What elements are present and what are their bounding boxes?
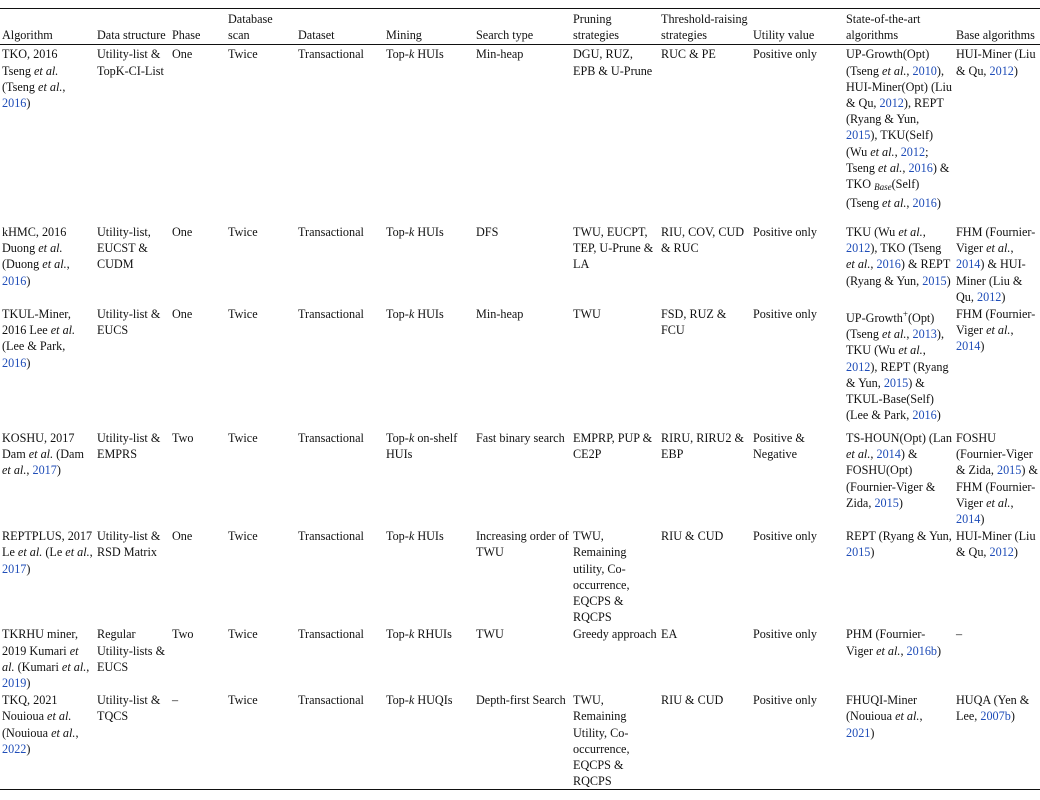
cite-close: ) [26, 355, 31, 370]
sota-cell [844, 305, 954, 429]
mining-text: HUQIs [414, 693, 453, 708]
phase-cell: Two [172, 430, 194, 445]
cite-year-link[interactable]: 2016 [912, 196, 937, 211]
author-etal: et al. [38, 241, 63, 256]
mining-text: RHUIs [414, 627, 452, 642]
sota-subscript: Base [874, 182, 892, 193]
base-text: HUI-Miner (Liu & Qu, [956, 529, 1036, 560]
base-sep: , [1010, 323, 1014, 338]
mining-text: Top- [386, 627, 409, 642]
sota-text: ) & REPT (Ryang & Yun, [846, 257, 951, 288]
author-etal: et al. [50, 323, 76, 338]
base-text: – [956, 627, 963, 642]
sota-etal: et al. [895, 709, 920, 724]
author: Tseng [2, 63, 34, 78]
sota-sep: , [906, 63, 913, 78]
scan-cell: Twice [228, 306, 258, 321]
sota-text: UP-Growth(Opt) (Tseng [846, 47, 930, 78]
cite-year-link[interactable]: 2012 [989, 545, 1014, 560]
threshold-cell: EA [661, 627, 678, 642]
data-structure-cell: Utility-list & RSD Matrix [97, 529, 161, 560]
scan-cell: Twice [228, 224, 258, 239]
cite-year-link[interactable]: 2014 [956, 339, 981, 354]
cite-close: ) [26, 741, 31, 756]
header-database-scan: Database scan [228, 12, 273, 43]
dataset-cell: Transactional [298, 47, 364, 62]
author-etal: et al. [28, 447, 54, 462]
comparison-table [0, 8, 1040, 790]
cite-year-link[interactable]: 2021 [846, 725, 871, 740]
sota-text: ), REPT (Ryang & Yun, [846, 359, 949, 390]
scan-cell: Twice [228, 47, 258, 62]
mining-text: Top- [386, 430, 409, 445]
cite-year-link[interactable]: 2017 [2, 561, 27, 576]
mining-text: HUIs [414, 306, 444, 321]
sota-etal: et al. [876, 643, 901, 658]
sota-etal: et al. [846, 447, 871, 462]
sota-etal: et al. [877, 160, 903, 175]
mining-cell [384, 625, 474, 691]
base-text: HUQA (Yen & Lee, [956, 693, 1030, 724]
author-etal: et al. [47, 709, 72, 724]
threshold-cell: RUC & PE [661, 47, 716, 62]
data-structure-cell: Regular Utility-lists & EUCS [97, 627, 166, 674]
sota-sep: , [922, 224, 926, 239]
base-text: ) [1013, 545, 1018, 560]
base-text: FHM (Fournier-Viger [956, 306, 1036, 338]
algorithm-name: TKRHU miner, 2019 Kumari [2, 627, 79, 658]
sota-etal: et al. [846, 257, 871, 272]
cite-year-link[interactable]: 2013 [912, 327, 937, 342]
threshold-cell: FSD, RUZ & FCU [661, 306, 727, 338]
sota-cell [844, 691, 954, 790]
cite-year-link[interactable]: 2015 [846, 128, 871, 143]
base-cell [954, 223, 1040, 305]
search-cell: Depth-first Search [476, 693, 566, 708]
sota-sep: , [870, 257, 877, 272]
base-text: HUI-Miner (Liu & Qu, [956, 47, 1036, 78]
base-sep: , [1010, 241, 1014, 256]
cite-text: (Lee & Park, [2, 339, 66, 354]
sota-etal: et al. [898, 224, 923, 239]
cite-close: ) [26, 561, 31, 576]
mining-k: k [408, 529, 415, 544]
sota-sep: , [906, 196, 913, 211]
cite-year-link[interactable]: 2015 [883, 375, 909, 390]
cite-year-link[interactable]: 2012 [846, 359, 871, 374]
cite-year-link[interactable]: 2016 [2, 355, 27, 370]
base-text: ) & HUI-Miner (Liu & Qu, [956, 257, 1026, 304]
sota-text: ), [870, 128, 878, 143]
cite-etal: et al. [2, 463, 27, 478]
base-etal: et al. [986, 495, 1011, 510]
pruning-cell: EMPRP, PUP & CE2P [573, 430, 653, 462]
algorithm-name: TKO, 2016 [2, 47, 58, 62]
table-row [0, 223, 1040, 305]
table-header-row [0, 9, 1040, 45]
header-utility: Utility value [753, 28, 815, 43]
sota-text: PHM (Fournier-Viger [846, 627, 926, 658]
sota-text: REPT (Ryang & Yun, [846, 96, 944, 127]
base-text: ) [1010, 709, 1015, 724]
cite-year-link[interactable]: 2017 [32, 463, 57, 478]
dataset-cell: Transactional [298, 306, 364, 321]
sota-text: HUI-Miner(Opt) (Liu & Qu, [846, 79, 952, 111]
cite-etal: et al. [42, 257, 67, 272]
dataset-cell: Transactional [298, 529, 364, 544]
dataset-cell: Transactional [298, 627, 364, 642]
search-cell: Min-heap [476, 47, 524, 62]
algorithm-name: REPTPLUS, 2017 Le [2, 529, 93, 560]
sota-cell [844, 429, 954, 527]
sota-text: ) [936, 408, 941, 423]
cite-text: (Nouioua [2, 725, 52, 740]
sota-text: ), [936, 63, 944, 78]
cite-year-link[interactable]: 2010 [912, 63, 937, 78]
mining-text: on-shelf HUIs [386, 430, 458, 462]
sota-text: TKU (Wu [846, 343, 899, 358]
search-cell: Fast binary search [476, 430, 565, 445]
table-row [0, 429, 1040, 527]
phase-cell: One [172, 529, 193, 544]
table-row [0, 45, 1040, 223]
phase-cell: One [172, 306, 193, 321]
table-row [0, 527, 1040, 625]
cite-etal: et al. [61, 659, 87, 674]
cite-year-link[interactable]: 2016 [876, 257, 901, 272]
sota-sep: , [870, 447, 877, 462]
cite-sep: , [26, 463, 33, 478]
cite-close: ) [26, 675, 31, 690]
cite-year-link[interactable]: 2015 [996, 463, 1022, 478]
cite-year-link[interactable]: 2016 [908, 160, 933, 175]
author-etal: et al. [17, 545, 43, 560]
utility-cell: Positive & Negative [753, 430, 805, 462]
table-row [0, 691, 1040, 790]
table-row [0, 625, 1040, 691]
data-structure-cell: Utility-list, EUCST & CUDM [97, 224, 151, 272]
dataset-cell: Transactional [298, 693, 364, 708]
mining-text: Top- [386, 224, 409, 239]
sota-sep: , [919, 709, 923, 724]
pruning-cell: TWU, Remaining utility, Co-occurrence, EQCPS & RQCPS [573, 529, 630, 625]
cite-year-link[interactable]: 2012 [977, 289, 1002, 304]
base-text: ) [1001, 289, 1006, 304]
pruning-cell: TWU [573, 306, 601, 321]
mining-text: HUIs [414, 224, 444, 239]
base-text: FOSHU (Fournier-Viger & Zida, [956, 430, 1033, 478]
mining-cell [384, 527, 474, 625]
pruning-cell: Greedy approach [573, 627, 657, 642]
threshold-cell: RIU, COV, CUD & RUC [661, 224, 745, 256]
sota-text: ), [903, 96, 911, 111]
utility-cell: Positive only [753, 306, 817, 321]
threshold-cell: RIU & CUD [661, 529, 724, 544]
header-data-structure: Data structure [97, 28, 166, 43]
cite-text: (Kumari [14, 659, 62, 674]
sota-cell [844, 527, 954, 625]
cite-sep: , [89, 545, 93, 560]
sota-text: (Self) (Tseng [846, 177, 920, 211]
dataset-cell: Transactional [298, 224, 364, 239]
base-cell [954, 45, 1040, 223]
cite-etal: et al. [51, 725, 76, 740]
phase-cell: One [172, 224, 193, 239]
algorithm-name: KOSHU, 2017 Dam [2, 430, 75, 462]
algorithm-cell [0, 45, 95, 223]
sota-text: ) & FOSHU(Opt) (Fournier-Viger & Zida, [846, 447, 936, 510]
sota-text: ) & TKO [846, 160, 950, 192]
sota-text: UP-Growth [846, 310, 903, 325]
pruning-cell: DGU, RUZ, EPB & U-Prune [573, 47, 653, 78]
base-cell [954, 305, 1040, 429]
algorithm-cell [0, 625, 95, 691]
header-sota: State-of-the-art algorithms [846, 12, 921, 43]
header-base: Base algorithms [956, 28, 1035, 43]
base-text: ) [1013, 63, 1018, 78]
sota-sep: , [902, 160, 909, 175]
sota-text: ) [870, 545, 875, 560]
header-mining: Mining [386, 28, 422, 43]
cite-year-link[interactable]: 2014 [876, 447, 901, 462]
mining-cell [384, 305, 474, 429]
header-search-type: Search type [476, 28, 534, 43]
header-pruning: Pruning strategies [573, 12, 620, 43]
utility-cell: Positive only [753, 529, 817, 544]
phase-cell: One [172, 47, 193, 62]
data-structure-cell: Utility-list & TopK-CI-List [97, 47, 164, 78]
sota-text: ) [898, 495, 903, 510]
phase-cell: Two [172, 627, 194, 642]
mining-text: HUIs [414, 529, 444, 544]
mining-cell [384, 45, 474, 223]
base-cell [954, 429, 1040, 527]
sota-text: TKU(Self) (Wu [846, 128, 934, 159]
author-etal: et al. [33, 63, 59, 78]
sota-text: REPT (Ryang & Yun, [846, 529, 952, 544]
cite-sep: , [75, 725, 79, 740]
cite-close: ) [26, 273, 31, 288]
utility-cell: Positive only [753, 627, 817, 642]
algorithm-cell [0, 223, 95, 305]
scan-cell: Twice [228, 693, 258, 708]
header-phase: Phase [172, 28, 201, 43]
search-cell: Min-heap [476, 306, 524, 321]
sota-text: ) & TKUL-Base(Self) (Lee & Park, [846, 375, 934, 423]
cite-year-link[interactable]: 2014 [956, 257, 981, 272]
cite-text: (Duong [2, 257, 43, 272]
utility-cell: Positive only [753, 224, 817, 239]
sota-cell [844, 625, 954, 691]
cite-year-link[interactable]: 2012 [846, 241, 871, 256]
mining-k: k [408, 47, 415, 62]
cite-sep: , [62, 79, 66, 94]
cite-year-link[interactable]: 2015 [846, 545, 871, 560]
cite-etal: et al. [65, 545, 90, 560]
mining-cell [384, 223, 474, 305]
sota-sep: , [900, 643, 907, 658]
mining-k: k [408, 306, 415, 321]
sota-etal: et al. [882, 196, 907, 211]
base-cell [954, 691, 1040, 790]
mining-text: HUIs [414, 47, 444, 62]
base-text: ) & FHM (Fournier-Viger [956, 463, 1038, 510]
mining-k: k [408, 627, 415, 642]
algorithm-name: kHMC, 2016 [2, 224, 67, 239]
cite-year-link[interactable]: 2014 [956, 511, 981, 526]
cite-text: (Tseng [2, 79, 39, 94]
base-cell [954, 625, 1040, 691]
base-sep: , [1010, 495, 1014, 510]
data-structure-cell: Utility-list & EMPRS [97, 430, 161, 462]
sota-cell [844, 223, 954, 305]
cite-close: ) [26, 96, 31, 111]
cite-sep: , [86, 659, 90, 674]
mining-text: Top- [386, 529, 409, 544]
sota-superscript: + [902, 308, 908, 319]
cite-year-link[interactable]: 2016 [912, 408, 937, 423]
mining-k: k [408, 430, 415, 445]
phase-cell: – [172, 693, 179, 708]
sota-etal: et al. [870, 144, 895, 159]
mining-cell [384, 691, 474, 790]
mining-k: k [408, 224, 415, 239]
mining-k: k [408, 693, 415, 708]
dataset-cell: Transactional [298, 430, 364, 445]
mining-text: Top- [386, 47, 409, 62]
algorithm-cell [0, 527, 95, 625]
cite-text: (Dam [53, 447, 84, 462]
cite-year-link[interactable]: 2012 [900, 144, 926, 159]
algorithm-name: TKUL-Miner, 2016 Lee [2, 306, 71, 338]
algorithm-cell [0, 691, 95, 790]
sota-sep: , [894, 144, 901, 159]
sota-etal: et al. [882, 63, 907, 78]
utility-cell: Positive only [753, 47, 817, 62]
sota-text: ) [937, 643, 942, 658]
pruning-cell: TWU, EUCPT, TEP, U-Prune & LA [573, 224, 654, 272]
sota-text: (Opt) (Tseng [846, 310, 935, 342]
threshold-cell: RIRU, RIRU2 & EBP [661, 430, 744, 462]
threshold-cell: RIU & CUD [661, 693, 724, 708]
cite-year-link[interactable]: 2016 [2, 273, 27, 288]
base-etal: et al. [986, 241, 1011, 256]
base-text: ) [980, 339, 985, 354]
mining-text: Top- [386, 306, 409, 321]
cite-year-link[interactable]: 2019 [2, 675, 27, 690]
algorithm-cell [0, 429, 95, 527]
pruning-cell: TWU, Remaining Utility, Co-occurrence, EQCPS & RQCPS [573, 693, 630, 789]
scan-cell: Twice [228, 430, 258, 445]
header-algorithm: Algorithm [2, 28, 53, 43]
header-dataset: Dataset [298, 28, 335, 43]
cite-year-link[interactable]: 2007b [980, 709, 1011, 724]
sota-text: ), [936, 327, 944, 342]
cite-year-link[interactable]: 2016 [2, 96, 27, 111]
base-cell [954, 527, 1040, 625]
data-structure-cell: Utility-list & TQCS [97, 693, 161, 724]
author: Duong [2, 241, 39, 256]
algorithm-name: TKQ, 2021 Nouioua [2, 693, 58, 724]
header-threshold: Threshold-raising strategies [661, 12, 748, 43]
search-cell: DFS [476, 224, 499, 239]
sota-text: ), TKO (Tseng [870, 241, 942, 256]
cite-year-link[interactable]: 2022 [2, 741, 27, 756]
sota-etal: et al. [898, 343, 923, 358]
sota-text: ) [870, 725, 875, 740]
cite-close: ) [56, 463, 61, 478]
base-etal: et al. [986, 323, 1011, 338]
cite-year-link[interactable]: 2012 [879, 96, 904, 111]
utility-cell: Positive only [753, 693, 817, 708]
cite-text: (Le [42, 545, 66, 560]
sota-text: ) [936, 196, 941, 211]
scan-cell: Twice [228, 627, 258, 642]
cite-etal: et al. [38, 79, 63, 94]
sota-text: ) [946, 273, 951, 288]
algorithm-cell [0, 305, 95, 429]
author-etal: et al. [2, 643, 79, 674]
sota-text: TKU (Wu [846, 224, 899, 239]
cite-sep: , [66, 257, 70, 272]
mining-cell [384, 429, 474, 527]
cite-year-link[interactable]: 2015 [874, 495, 899, 510]
cite-year-link[interactable]: 2012 [989, 63, 1014, 78]
sota-cell [844, 45, 954, 223]
data-structure-cell: Utility-list & EUCS [97, 306, 161, 338]
sota-text: FHUQI-Miner (Nouioua [846, 693, 918, 724]
cite-year-link[interactable]: 2016b [906, 643, 938, 658]
table-row [0, 305, 1040, 429]
base-text: FHM (Fournier-Viger [956, 224, 1036, 256]
sota-etal: et al. [882, 327, 907, 342]
base-text: ) [980, 511, 985, 526]
sota-sep: , [906, 327, 913, 342]
scan-cell: Twice [228, 529, 258, 544]
sota-sep: , [922, 343, 926, 358]
search-cell: TWU [476, 627, 504, 642]
cite-year-link[interactable]: 2015 [922, 273, 947, 288]
search-cell: Increasing order of TWU [476, 529, 569, 560]
mining-text: Top- [386, 693, 409, 708]
sota-text: ; Tseng [846, 144, 929, 175]
sota-text: TS-HOUN(Opt) (Lan [846, 430, 952, 445]
